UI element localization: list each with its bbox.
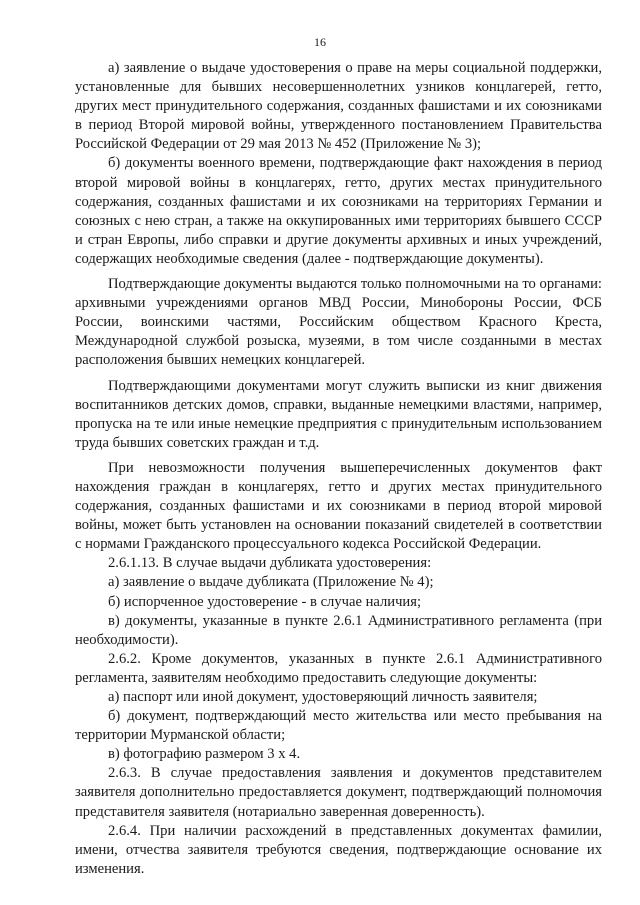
paragraph-9: в) документы, указанные в пункте 2.6.1 Административного регламента (при необходимости). [75,612,602,648]
paragraph-3: Подтверждающие документы выдаются только полномочными на то органами: архивными учреждениями органов МВД России, Минобороны России, ФСБ России, воинскими частями, Российским обществом Красного Креста, Международной службой розыска, музеями, в том числе созданными в местах расположения бывших немецких концлагерей. [75,276,602,369]
paragraph-15: 2.6.4. При наличии расхождений в представленных документах фамилии, имени, отчества заявителя требуются сведения, подтверждающие основание их изменения. [75,822,602,877]
paragraph-5: При невозможности получения вышеперечисленных документов факт нахождения граждан в концлагерях, гетто и других местах принудительного содержания, созданных фашистами и их союзниками в период второй мировой войны, может быть установлен на основании показаний свидетелей в соответствии с нормами Гражданского процессуального кодекса Российской Федерации. [75,459,602,553]
paragraph-8: б) испорченное удостоверение - в случае наличия; [108,593,421,610]
paragraph-10: 2.6.2. Кроме документов, указанных в пункте 2.6.1 Административного регламента, заявителям необходимо предоставить следующие документы: [75,650,602,686]
document-body [75,59,602,879]
paragraph-4: Подтверждающими документами могут служить выписки из книг движения воспитанников детских домов, справки, выданные немецкими властями, например, пропуска на те или иные немецкие предприятия с принудительным использованием труда бывших советских граждан и т.д. [75,377,602,451]
paragraph-12: б) документ, подтверждающий место жительства или место пребывания на территории Мурманской области; [75,708,602,744]
paragraph-1: а) заявление о выдаче удостоверения о праве на меры социальной поддержки, установленные для бывших несовершеннолетних узников концлагерей, гетто, других мест принудительного содержания, созданных фашистами и их союзниками в период Второй мировой войны, утвержденного постановлением Правительства Российской Федерации от 29 мая 2013 № 452 (Приложение № 3); [75,60,602,153]
paragraph-13: в) фотографию размером 3 х 4. [108,746,301,763]
paragraph-6: 2.6.1.13. В случае выдачи дубликата удостоверения: [108,555,432,572]
paragraph-11: а) паспорт или иной документ, удостоверяющий личность заявителя; [108,689,538,705]
page-number: 16 [314,35,326,49]
paragraph-2: б) документы военного времени, подтверждающие факт нахождения в период второй мировой войны в концлагерях, гетто, других местах принудительного содержания, созданных фашистами и их союзниками на территориях Германии и союзных с нею стран, а также на оккупированных ими территориях бывшего СССР и стран Европы, либо справки и другие документы архивных и иных учреждений, содержащих необходимые сведения (далее - подтверждающие документы). [75,155,602,267]
paragraph-14: 2.6.3. В случае предоставления заявления и документов представителем заявителя дополнительно предоставляется документ, подтверждающий полномочия представителя заявителя (нотариально заверенная доверенность). [75,765,602,820]
paragraph-7: а) заявление о выдаче дубликата (Приложение № 4); [108,574,434,591]
